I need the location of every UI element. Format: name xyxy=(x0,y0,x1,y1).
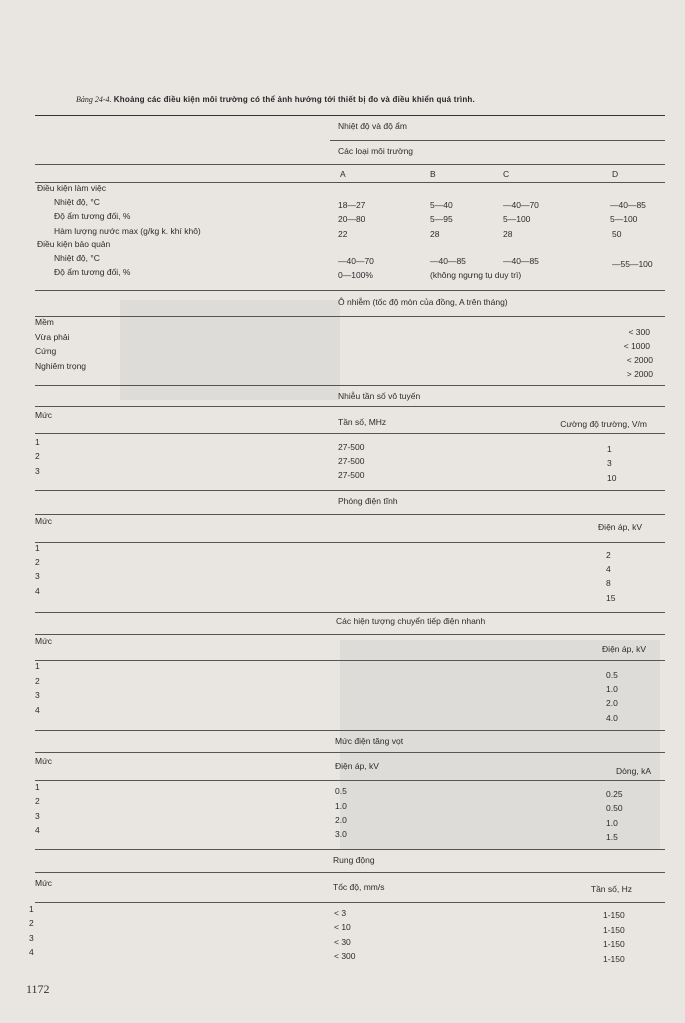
table-rule xyxy=(35,316,665,317)
row-label: Cứng xyxy=(35,346,57,356)
cell-a: 22 xyxy=(338,229,348,239)
level-cell: 2 xyxy=(29,918,34,928)
freq-cell: 27-500 xyxy=(338,442,365,452)
env-types-header: Các loại môi trường xyxy=(338,146,414,156)
table-rule xyxy=(35,490,665,491)
freq-header: Tần số, MHz xyxy=(338,417,387,427)
field-cell: 10 xyxy=(607,473,617,483)
table-rule xyxy=(35,902,665,903)
section-title-rf-noise: Nhiễu tần số vô tuyến xyxy=(338,391,421,401)
table-rule xyxy=(35,406,665,407)
cell-b: —40—85 xyxy=(430,256,466,266)
cell-a: 0—100% xyxy=(338,270,373,280)
level-header: Mức xyxy=(35,516,53,526)
col-header-c: C xyxy=(503,169,510,179)
table-rule xyxy=(35,872,665,873)
section-title-surge: Mức điện tăng vọt xyxy=(335,736,404,746)
cell-c: 28 xyxy=(503,229,513,239)
table-rule xyxy=(330,140,665,141)
row-label: Độ ẩm tương đối, % xyxy=(54,267,131,277)
level-cell: 2 xyxy=(35,676,40,686)
level-header: Mức xyxy=(35,636,53,646)
freq-cell: 1-150 xyxy=(603,939,625,949)
level-header: Mức xyxy=(35,756,53,766)
table-rule xyxy=(35,290,665,291)
level-cell: 4 xyxy=(35,586,40,596)
cell-b: 28 xyxy=(430,229,440,239)
level-cell: 3 xyxy=(35,571,40,581)
table-rule xyxy=(35,849,665,850)
level-cell: 2 xyxy=(35,557,40,567)
row-label: Độ ẩm tương đối, % xyxy=(54,211,131,221)
field-cell: 3 xyxy=(607,458,612,468)
cell-c: —40—70 xyxy=(503,200,539,210)
voltage-cell: 2 xyxy=(606,550,611,560)
table-rule xyxy=(35,752,665,753)
row-label: Nhiệt độ, °C xyxy=(54,197,100,207)
speed-cell: < 300 xyxy=(334,951,356,961)
voltage-cell: 1.0 xyxy=(335,801,347,811)
voltage-cell: 0.5 xyxy=(335,786,347,796)
voltage-header: Điện áp, kV xyxy=(335,761,379,771)
cell-c: 5—100 xyxy=(503,214,531,224)
level-cell: 3 xyxy=(35,811,40,821)
table-rule xyxy=(35,612,665,613)
freq-cell: 27-500 xyxy=(338,456,365,466)
page-number: 1172 xyxy=(26,982,50,996)
level-cell: 4 xyxy=(35,825,40,835)
section-title-esd: Phóng điện tĩnh xyxy=(338,496,398,506)
col-header-d: D xyxy=(612,169,619,179)
level-cell: 1 xyxy=(35,437,40,447)
row-label: Mềm xyxy=(35,317,54,327)
field-cell: 1 xyxy=(607,444,612,454)
col-header-a: A xyxy=(340,169,346,179)
level-cell: 4 xyxy=(35,705,40,715)
cell-a: —40—70 xyxy=(338,256,374,266)
current-cell: 1.5 xyxy=(606,832,618,842)
cell-value: < 2000 xyxy=(626,355,653,365)
cell-d: —40—85 xyxy=(610,200,646,210)
speed-cell: < 30 xyxy=(334,937,351,947)
cell-d: 50 xyxy=(612,229,622,239)
freq-cell: 1-150 xyxy=(603,925,625,935)
caption-text: Khoảng các điều kiện môi trường có thể ảnh hưởng tới thiết bị đo và điều khiển quá trình. xyxy=(113,95,475,104)
voltage-cell: 4.0 xyxy=(606,713,618,723)
table-rule xyxy=(35,660,665,661)
level-cell: 2 xyxy=(35,451,40,461)
speed-cell: < 10 xyxy=(334,922,351,932)
cell-b: 5—95 xyxy=(430,214,453,224)
table-caption xyxy=(76,95,666,104)
field-strength-header: Cường độ trường, V/m xyxy=(560,419,647,429)
row-label: Nhiệt độ, °C xyxy=(54,253,100,263)
level-cell: 3 xyxy=(35,690,40,700)
caption-label: Bảng 24-4. xyxy=(76,95,112,104)
table-rule xyxy=(35,433,665,434)
level-cell: 1 xyxy=(35,543,40,553)
voltage-cell: 2.0 xyxy=(335,815,347,825)
table-rule xyxy=(35,634,665,635)
table-rule xyxy=(35,182,665,183)
level-header: Mức xyxy=(35,410,53,420)
section-title-vibration: Rung động xyxy=(333,855,375,865)
level-cell: 4 xyxy=(29,947,34,957)
level-cell: 1 xyxy=(29,904,34,914)
col-header-b: B xyxy=(430,169,436,179)
freq-cell: 1-150 xyxy=(603,954,625,964)
cell-d: —55—100 xyxy=(612,259,653,269)
voltage-cell: 4 xyxy=(606,564,611,574)
section-title-eft: Các hiện tượng chuyển tiếp điện nhanh xyxy=(336,616,486,626)
cell-b: 5—40 xyxy=(430,200,453,210)
voltage-cell: 15 xyxy=(606,593,616,603)
row-label: Hàm lượng nước max (g/kg k. khí khô) xyxy=(54,226,201,236)
voltage-cell: 2.0 xyxy=(606,698,618,708)
freq-cell: 27-500 xyxy=(338,470,365,480)
row-label: Vừa phải xyxy=(35,332,70,342)
current-header: Dòng, kA xyxy=(616,766,651,776)
cell-b: (không ngưng tụ duy trì) xyxy=(430,270,522,280)
section-title-temp-humidity: Nhiệt độ và độ ẩm xyxy=(338,121,407,131)
voltage-cell: 1.0 xyxy=(606,684,618,694)
level-cell: 3 xyxy=(35,466,40,476)
table-rule xyxy=(35,164,665,165)
cell-value: < 300 xyxy=(628,327,650,337)
cell-value: > 2000 xyxy=(626,369,653,379)
level-cell: 1 xyxy=(35,661,40,671)
current-cell: 0.25 xyxy=(606,789,623,799)
speed-header: Tốc độ, mm/s xyxy=(333,882,385,892)
level-cell: 2 xyxy=(35,796,40,806)
row-label: Nghiêm trọng xyxy=(35,361,87,371)
freq-cell: 1-150 xyxy=(603,910,625,920)
level-header: Mức xyxy=(35,878,53,888)
cell-value: < 1000 xyxy=(623,341,650,351)
table-rule xyxy=(35,780,665,781)
current-cell: 0.50 xyxy=(606,803,623,813)
speed-cell: < 3 xyxy=(334,908,347,918)
level-cell: 1 xyxy=(35,782,40,792)
voltage-cell: 0.5 xyxy=(606,670,618,680)
table-rule xyxy=(35,115,665,116)
operating-conditions-label: Điều kiện làm việc xyxy=(37,183,106,193)
cell-a: 18—27 xyxy=(338,200,366,210)
voltage-cell: 8 xyxy=(606,578,611,588)
cell-a: 20—80 xyxy=(338,214,366,224)
table-rule xyxy=(35,730,665,731)
table-rule xyxy=(35,385,665,386)
table-rule xyxy=(35,514,665,515)
section-title-pollution: Ô nhiễm (tốc độ mòn của đồng, A trên tháng) xyxy=(338,297,508,307)
level-cell: 3 xyxy=(29,933,34,943)
freq-header: Tần số, Hz xyxy=(590,884,632,894)
current-cell: 1.0 xyxy=(606,818,618,828)
cell-c: —40—85 xyxy=(503,256,539,266)
table-rule xyxy=(35,542,665,543)
cell-d: 5—100 xyxy=(610,214,638,224)
voltage-header: Điện áp, kV xyxy=(602,644,646,654)
storage-conditions-label: Điều kiện bảo quản xyxy=(37,239,111,249)
voltage-header: Điện áp, kV xyxy=(598,522,642,532)
voltage-cell: 3.0 xyxy=(335,829,347,839)
